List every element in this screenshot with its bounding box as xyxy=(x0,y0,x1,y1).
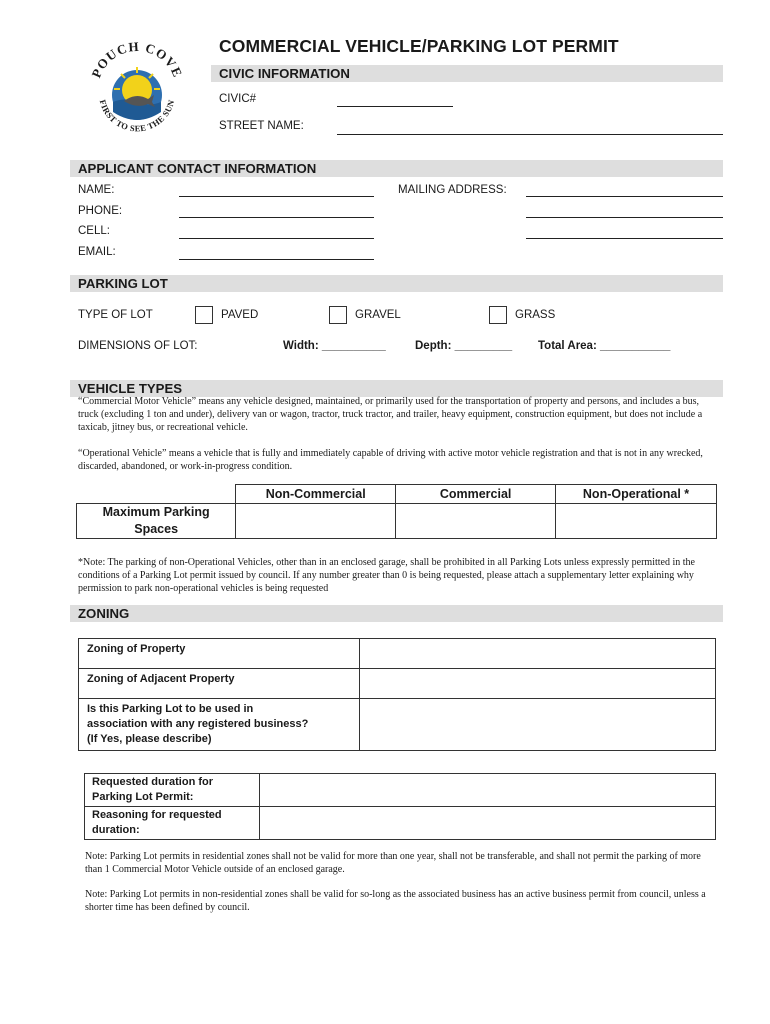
table-row xyxy=(85,774,716,807)
table-row xyxy=(85,807,716,840)
registered-business-label xyxy=(79,699,360,751)
street-name-field[interactable] xyxy=(337,134,723,135)
business-question-line-3: (If Yes, please describe) xyxy=(87,733,212,745)
business-question-line-1: Is this Parking Lot to be used in xyxy=(87,703,254,715)
reason-line-1: Reasoning for requested xyxy=(92,809,222,821)
grass-checkbox[interactable] xyxy=(489,306,507,324)
duration-reasoning-label xyxy=(85,807,260,840)
town-logo xyxy=(84,40,190,140)
name-label: NAME: xyxy=(78,184,115,196)
cell-field[interactable] xyxy=(179,238,374,239)
max-parking-label-line-2: Spaces xyxy=(134,522,179,536)
duration-line-1: Requested duration for xyxy=(92,776,214,788)
zoning-section-header xyxy=(70,605,723,622)
duration-line-2: Parking Lot Permit: xyxy=(92,791,194,803)
page-title: COMMERCIAL VEHICLE/PARKING LOT PERMIT xyxy=(219,36,619,56)
civic-number-field[interactable] xyxy=(337,106,453,107)
non-operational-header: Non-Operational * xyxy=(556,485,717,504)
requested-duration-label xyxy=(85,774,260,807)
commercial-header: Commercial xyxy=(396,485,556,504)
non-operational-note: *Note: The parking of non-Operational Vehicles, other than in an enclosed garage, shall be prohibited in all Parking Lots unless expressly permitted in the conditions of a Parking Lot permit issued by council. If any number greater than 0 is being requested, please attach a supplementary letter explaining why permission to park non-operational vehicles is being requested xyxy=(78,557,695,594)
applicant-section-header xyxy=(70,160,723,177)
grass-option-label: GRASS xyxy=(515,309,556,321)
lot-type-label: TYPE OF LOT xyxy=(78,309,153,321)
mailing-address-field-1[interactable] xyxy=(526,196,723,197)
commercial-vehicle-definition: “Commercial Motor Vehicle” means any vehicle designed, maintained, or primarily used for the transportation of property and persons, and includes a bus, truck (excluding 1 ton and under), delivery van or wagon, tractor, truck tractor, and trailer, heavy equipment, construction equipment, but does not include a taxicab, jitney bus, or recreational vehicle. xyxy=(78,396,703,433)
vehicle-heading: VEHICLE TYPES xyxy=(78,381,183,396)
mailing-address-label: MAILING ADDRESS: xyxy=(398,184,507,196)
table-header-row xyxy=(77,485,717,504)
registered-business-input[interactable] xyxy=(360,699,716,751)
non-operational-input-cell[interactable] xyxy=(556,504,717,539)
email-label: EMAIL: xyxy=(78,246,116,258)
table-row xyxy=(77,504,717,539)
parking-heading: PARKING LOT xyxy=(78,276,168,291)
zoning-property-label: Zoning of Property xyxy=(79,639,360,669)
cell-label: CELL: xyxy=(78,225,110,237)
duration-table xyxy=(84,773,716,840)
zoning-adjacent-input[interactable] xyxy=(360,669,716,699)
max-parking-label-line-1: Maximum Parking xyxy=(102,505,210,519)
email-field[interactable] xyxy=(179,259,374,260)
residential-zone-note: Note: Parking Lot permits in residential zones shall not be valid for more than one year, shall not be transferable, and shall not permit the parking of more than 1 Commercial Motor Vehicle outside of an enclosed garage. xyxy=(85,851,701,875)
non-residential-zone-note: Note: Parking Lot permits in non-residential zones shall be valid for so-long as the associated business has an active business permit from council, unless a shorter time has been defined by council. xyxy=(85,889,706,913)
duration-reasoning-input[interactable] xyxy=(260,807,716,840)
depth-field[interactable]: Depth: _________ xyxy=(415,340,513,352)
svg-text:FIRST TO SEE THE SUN: FIRST TO SEE THE SUN xyxy=(97,98,177,134)
civic-heading: CIVIC INFORMATION xyxy=(219,66,350,81)
paved-option-label: PAVED xyxy=(221,309,259,321)
max-parking-spaces-label xyxy=(77,504,236,539)
width-field[interactable]: Width: __________ xyxy=(283,340,386,352)
parking-section-header xyxy=(70,275,723,292)
empty-corner-cell xyxy=(77,485,236,504)
pouch-cove-seal-icon xyxy=(84,40,190,140)
non-commercial-header: Non-Commercial xyxy=(236,485,396,504)
name-field[interactable] xyxy=(179,196,374,197)
reason-line-2: duration: xyxy=(92,824,140,836)
business-question-line-2: association with any registered business? xyxy=(87,718,309,730)
lot-dimensions-label: DIMENSIONS OF LOT: xyxy=(78,340,198,352)
table-row xyxy=(79,639,716,669)
total-area-field[interactable]: Total Area: ___________ xyxy=(538,340,671,352)
zoning-property-input[interactable] xyxy=(360,639,716,669)
gravel-checkbox[interactable] xyxy=(329,306,347,324)
zoning-table xyxy=(78,638,716,751)
svg-text:POUCH COVE: POUCH COVE xyxy=(88,40,186,80)
paved-checkbox[interactable] xyxy=(195,306,213,324)
gravel-option-label: GRAVEL xyxy=(355,309,401,321)
mailing-address-field-3[interactable] xyxy=(526,238,723,239)
parking-spaces-table xyxy=(76,484,717,539)
civic-section-header xyxy=(211,65,723,82)
table-row xyxy=(79,699,716,751)
civic-number-label: CIVIC# xyxy=(219,93,257,105)
phone-label: PHONE: xyxy=(78,205,123,217)
operational-vehicle-definition: “Operational Vehicle” means a vehicle that is fully and immediately capable of driving with active motor vehicle registration and that is not in any wrecked, discarded, abandoned, or work-in-progress condition. xyxy=(78,448,703,472)
zoning-heading: ZONING xyxy=(78,606,130,621)
commercial-input-cell[interactable] xyxy=(396,504,556,539)
zoning-adjacent-label: Zoning of Adjacent Property xyxy=(79,669,360,699)
phone-field[interactable] xyxy=(179,217,374,218)
street-name-label: STREET NAME: xyxy=(219,120,304,132)
non-commercial-input-cell[interactable] xyxy=(236,504,396,539)
table-row xyxy=(79,669,716,699)
requested-duration-input[interactable] xyxy=(260,774,716,807)
applicant-heading: APPLICANT CONTACT INFORMATION xyxy=(78,161,317,176)
mailing-address-field-2[interactable] xyxy=(526,217,723,218)
